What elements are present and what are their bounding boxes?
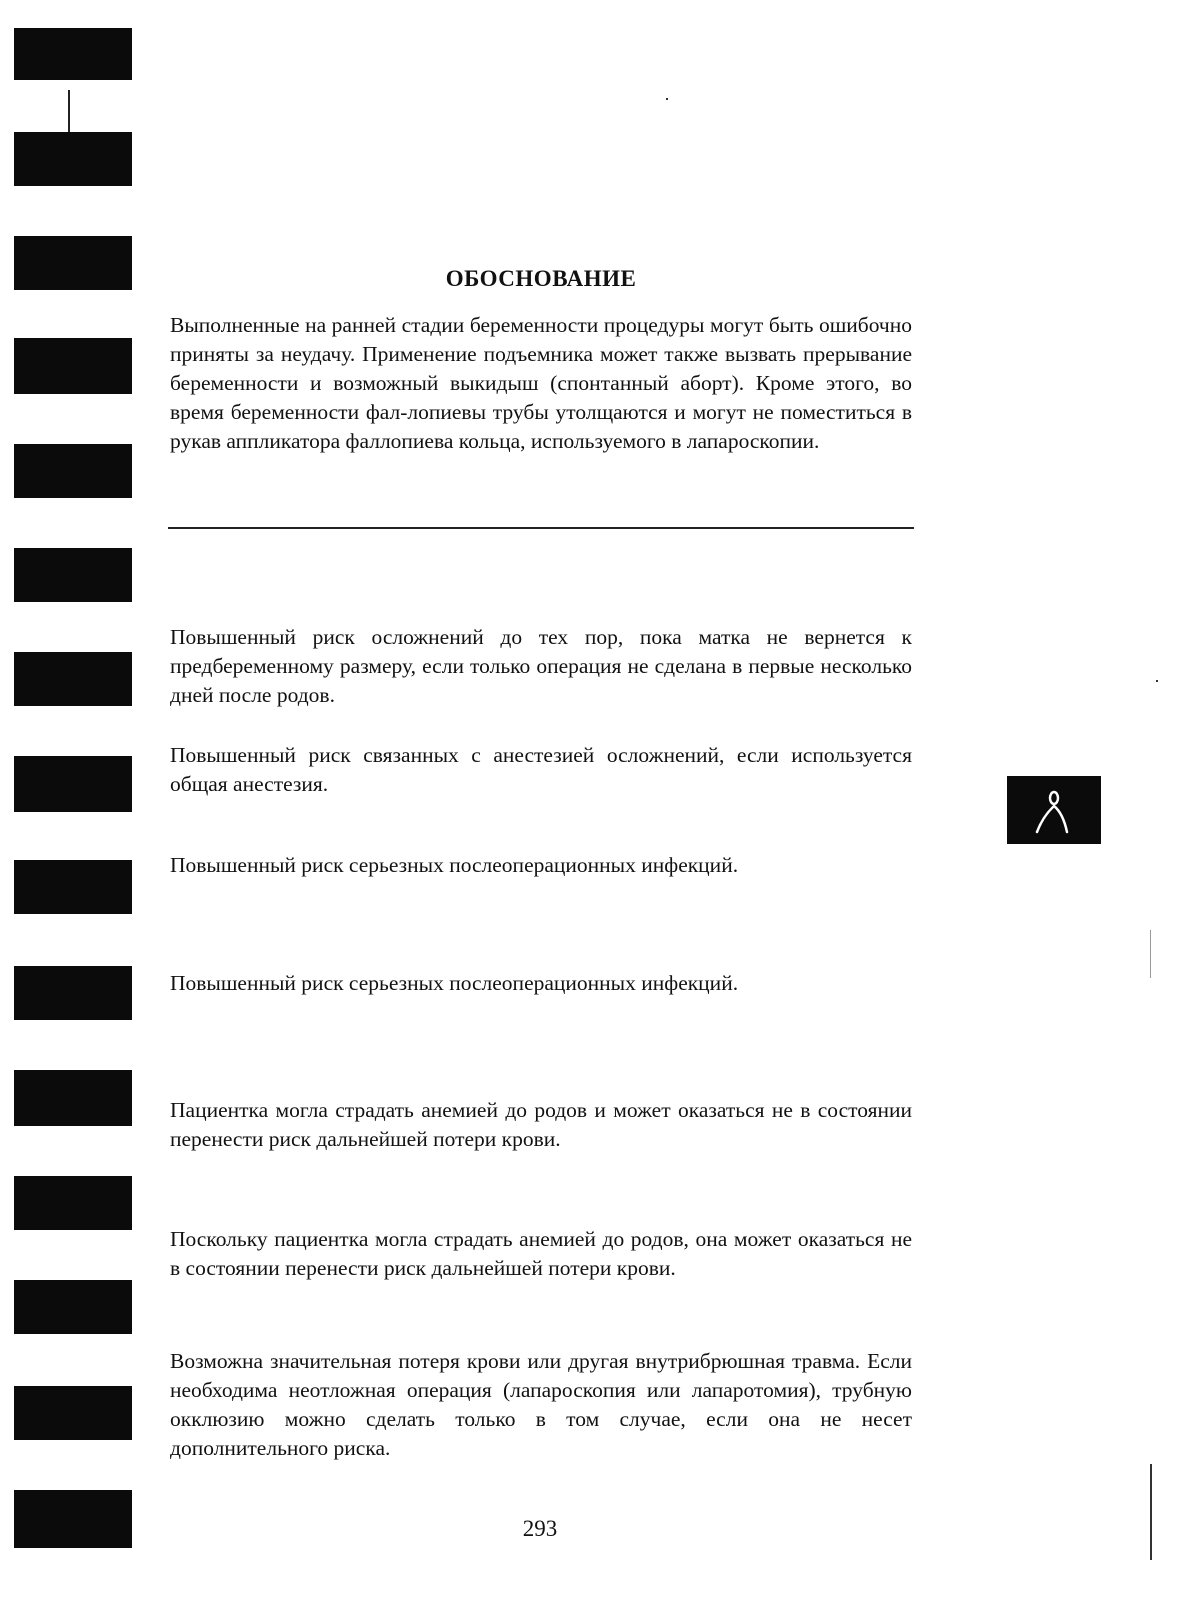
binding-spine (68, 90, 70, 134)
paragraph-blood-loss: Возможна значительная потеря крови или другая внутрибрюшная травма. Если необходима неотложная операция (лапароскопия или лапаротомия), трубную окклюзию можно сделать только в том случае, если она не несет дополнительного риска. (170, 1349, 912, 1460)
scan-edge-line (1150, 930, 1151, 978)
paragraph-risk-infection-2: Повышенный риск серьезных послеоперационных инфекций. (170, 971, 739, 995)
paragraph-risk-uterus: Повышенный риск осложнений до тех пор, пока матка не вернется к предбеременному размеру, если только операция не сделана в первые несколько дней после родов. (170, 625, 912, 707)
binding-tab (14, 1176, 132, 1230)
binding-tab (14, 1070, 132, 1126)
scan-speck (1156, 680, 1158, 682)
binding-tab (14, 966, 132, 1020)
section-heading: ОБОСНОВАНИЕ (445, 266, 637, 291)
binding-tab (14, 1386, 132, 1440)
paragraph-anemia-1: Пациентка могла страдать анемией до родов и может оказаться не в состоянии перенести риск дальнейшей потери крови. (170, 1098, 912, 1151)
binding-tab (14, 132, 132, 186)
scan-edge-line (1150, 1464, 1152, 1560)
binding-tab (14, 1280, 132, 1334)
binding-tab (14, 1490, 132, 1548)
scan-speck (666, 98, 668, 100)
paragraph-risk-infection-1: Повышенный риск серьезных послеоперационных инфекций. (170, 853, 739, 877)
binding-tab (14, 28, 132, 80)
paragraph-rationale: Выполненные на ранней стадии беременности процедуры могут быть ошибочно приняты за неудачу. Применение подъемника может также вызвать прерывание беременности и возможный выкидыш (спонтанный аборт). Кроме этого, во время беременности фал-лопиевы трубы утолщаются и могут не поместиться в рукав аппликатора фаллопиева кольца, используемого в лапароскопии. (170, 313, 912, 453)
binding-tab (14, 860, 132, 914)
binding-tab (14, 652, 132, 706)
binding-tab (14, 338, 132, 394)
page-number: 293 (522, 1516, 558, 1541)
paragraph-anemia-2: Поскольку пациентка могла страдать анемией до родов, она может оказаться не в состоянии перенести риск дальнейшей потери крови. (170, 1227, 912, 1280)
binding-tab (14, 236, 132, 290)
paragraph-risk-anesthesia: Повышенный риск связанных с анестезией осложнений, если используется общая анестезия. (170, 743, 912, 796)
binding-tab (14, 444, 132, 498)
binding-tab (14, 756, 132, 812)
binding-tab (14, 548, 132, 602)
divider-line (168, 527, 914, 529)
person-icon (1007, 776, 1101, 844)
